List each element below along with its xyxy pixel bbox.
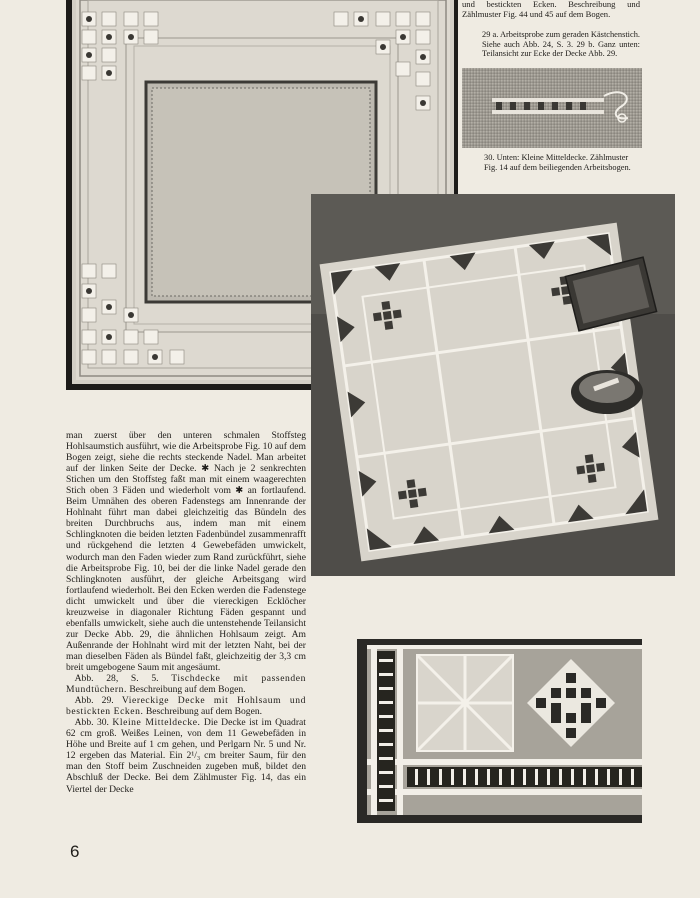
stitch-sample-illustration [462, 68, 642, 148]
figure-title: Kleine Mitteldecke. [112, 717, 201, 729]
figure-ref: Abb. 30. [74, 717, 109, 729]
figure-title: Tischdecke mit passenden Mundtüchern. [66, 673, 306, 696]
figure-note: Beschreibung auf dem Bogen. [145, 706, 263, 718]
caption-fig-30: 30. Unten: Kleine Mitteldecke. Zählmuster Fig. 14 auf dem beiliegenden Arbeitsbogen. [484, 153, 631, 172]
body-paragraph-2 [66, 673, 306, 695]
article-body [66, 430, 306, 795]
centrepiece-illustration [311, 194, 675, 576]
figure-title: Viereckige Decke mit Hohlsaum und bestickten Ecken. [66, 695, 307, 718]
figure-ref: Abb. 29. [74, 695, 114, 707]
photo-corner-closeup [357, 639, 642, 823]
page-number: 6 [70, 842, 80, 861]
caption-fig-29a: 29 a. Arbeitsprobe zum geraden Kästchenstich. Siehe auch Abb. 24, S. 3. 29 b. Ganz unten: Teilansicht zur Ecke der Decke Abb. 29. [482, 30, 640, 59]
body-paragraph-4 [66, 717, 306, 794]
figure-note: Die Decke ist im Quadrat 62 cm groß. Weißes Leinen, von dem 11 Gewebefäden in Höhe und Breite auf 1 cm gehen, und Perlgarn Nr. 5 und Nr. 12 ergeben das Material. Ein 2¹/₃ cm breiter Saum, für den man den Stoff beim Zuschneiden zugeben muß, bildet den Abschluß der Decke. Bei dem Zählmuster Fig. 14, das ein Viertel der Decke [66, 717, 306, 795]
caption-top-fragment: und bestickten Ecken. Beschreibung und Zählmuster Fig. 44 und 45 auf dem Bogen. [462, 0, 640, 19]
corner-closeup-illustration [357, 639, 642, 823]
photo-stitch-sample [462, 68, 642, 148]
body-paragraph-3 [66, 695, 306, 717]
body-paragraph-1: man zuerst über den unteren schmalen Stoffsteg Hohlsaumstich ausführt, wie die Arbeitsprobe Fig. 10 auf dem Bogen zeigt, siehe die rechts steckende Nadel. Man arbeitet auf der linken Seite der Decke. ✱ Nach je 2 senkrechten Stichen um den Stoffsteg faßt man mit einem waagerechten Stich oben 3 Fäden und wiederholt vom ✱ an fortlaufend. Beim Umnähen des oberen Fadenstegs am Innenrande der Hohlnaht führt man dabei gleichzeitig das Bündeln des breiten Durchbruchs aus, indem man mit einem Schlingknoten die beiden letzten Fadenbündel zusammenrafft und rückgehend die letzten 4 Gewebefäden umwickelt, wodurch man den Faden wieder zum Rand zurückführt, siehe die Arbeitsprobe Fig. 10, bei der die linke Nadel gerade den Schlingknoten ausführt, der gleiche Arbeitsgang wird fortlaufend wiederholt. Bei den Ecken werden die Fadenstege dicht umwickelt und über die viereckigen Ecklöcher kreuzweise in diagonaler Richtung Fäden gespannt und ebenfalls umwickelt, siehe auch die untenstehende Teilansicht zur Decke Abb. 29, die ähnlichen Hohlsaum zeigt. Am Außenrande der Hohlnaht wird mit der letzten Naht, bei der man dieselben Fäden als Bündel faßt, gleichzeitig der 3,3 cm breit umgebogene Saum mit angesäumt. [66, 430, 306, 673]
figure-ref: Abb. 28, S. 5. [74, 673, 159, 685]
figure-note: Beschreibung auf dem Bogen. [129, 684, 246, 696]
photo-centrepiece [311, 194, 675, 576]
